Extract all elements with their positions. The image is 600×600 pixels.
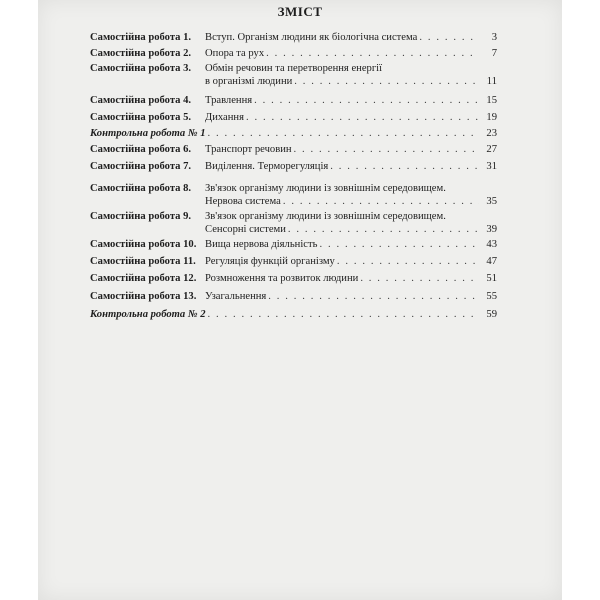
toc-entry-text (205, 31, 497, 44)
toc-entry-title: в організмі людини (205, 76, 293, 87)
toc-entry-text (205, 182, 497, 208)
dot-leader (288, 223, 479, 236)
toc-entry-text (205, 290, 497, 303)
toc-entry-label: Самостійна робота 1. (90, 32, 192, 43)
toc-entry-label: Самостійна робота 12. (90, 273, 197, 284)
dot-leader (330, 160, 479, 173)
toc-entry-label: Контрольна робота № 1 (90, 128, 206, 139)
dot-leader (208, 308, 480, 321)
toc-entry-title: Транспорт речовин (205, 144, 292, 155)
toc-entry-line (205, 62, 497, 75)
toc-entry-line (205, 160, 497, 173)
toc-page-number: 55 (486, 291, 497, 302)
toc-page-number: 51 (486, 273, 497, 284)
toc-page-number: 15 (486, 95, 497, 106)
toc-entry-label: Самостійна робота 10. (90, 239, 197, 250)
toc-entry-title: Травлення (205, 95, 253, 106)
toc-entry-label: Самостійна робота 2. (90, 48, 192, 59)
toc-entry-label: Самостійна робота 11. (90, 256, 196, 267)
document-page (38, 0, 562, 600)
dot-leader (319, 238, 479, 251)
toc-entry-text (205, 143, 497, 156)
toc-entry-line (205, 182, 497, 195)
toc-page-number: 35 (486, 196, 497, 207)
toc-entry-line (205, 223, 497, 236)
toc-page-number: 47 (486, 256, 497, 267)
dot-leader (294, 143, 479, 156)
dot-leader (283, 195, 479, 208)
toc-entry-text (205, 94, 497, 107)
toc-entry-label: Самостійна робота 3. (90, 63, 192, 74)
toc-entry-label: Самостійна робота 5. (90, 112, 192, 123)
toc-entry-title: Вступ. Організм людини як біологічна система (205, 32, 418, 43)
toc-entry-line (205, 195, 497, 208)
toc-entry-text (205, 238, 497, 251)
toc-entry-title: Вища нервова діяльність (205, 239, 318, 250)
toc-entry-line (205, 31, 497, 44)
toc-entry-title: Опора та рух (205, 48, 265, 59)
toc-entry-text (205, 62, 497, 88)
dot-leader (266, 47, 479, 60)
toc-entry-label: Контрольна робота № 2 (90, 309, 206, 320)
toc-entry-line (205, 94, 497, 107)
toc-entry-title: Розмноження та розвиток людини (205, 273, 359, 284)
dot-leader (419, 31, 479, 44)
dot-leader (254, 94, 479, 107)
toc-page-number: 43 (486, 239, 497, 250)
toc-entry-title: Узагальнення (205, 291, 267, 302)
dot-leader (294, 75, 479, 88)
toc-entry-label: Самостійна робота 6. (90, 144, 192, 155)
toc-entry-line (205, 255, 497, 268)
toc-page-number: 59 (486, 309, 497, 320)
toc-entry-text (205, 255, 497, 268)
toc-entry-text (205, 272, 497, 285)
toc-entry-title: Регуляція функцій організму (205, 256, 335, 267)
toc-entry-title: Зв'язок організму людини із зовнішнім середовищем. (205, 183, 446, 194)
toc-entry-label: Самостійна робота 8. (90, 183, 192, 194)
toc-entry-title: Виділення. Терморегуляція (205, 161, 329, 172)
dot-leader (208, 127, 480, 140)
toc-entry-label: Самостійна робота 4. (90, 95, 192, 106)
toc-entry-line (205, 210, 497, 223)
toc-entry-line (205, 111, 497, 124)
dot-leader (360, 272, 479, 285)
toc-entry-line (205, 47, 497, 60)
page-title: ЗМІСТ (277, 4, 323, 19)
toc-entry-text (205, 111, 497, 124)
toc-page-number: 31 (486, 161, 497, 172)
toc-page-number: 7 (491, 48, 497, 59)
toc-entry-label: Самостійна робота 13. (90, 291, 197, 302)
dot-leader (268, 290, 479, 303)
toc-entry-line (205, 75, 497, 88)
toc-page-number: 3 (491, 32, 497, 43)
toc-page-number: 19 (486, 112, 497, 123)
toc-entry-title: Обмін речовин та перетворення енергії (205, 63, 383, 74)
toc-entry-line (205, 290, 497, 303)
toc-entry-line (90, 127, 497, 140)
dot-leader (246, 111, 479, 124)
toc-entry-title: Сенсорні системи (205, 224, 286, 235)
toc-entry-line (205, 272, 497, 285)
dot-leader (337, 255, 479, 268)
toc-entry-line (90, 308, 497, 321)
toc-entry-text (205, 160, 497, 173)
toc-entry-text (205, 47, 497, 60)
toc-page-number: 39 (486, 224, 497, 235)
toc-entry-label: Самостійна робота 9. (90, 211, 192, 222)
toc-entry-text (205, 210, 497, 236)
toc-entry-title: Дихання (205, 112, 244, 123)
toc-entry-title: Нервова система (205, 196, 281, 207)
toc-entry-line (205, 238, 497, 251)
toc-entry-label: Самостійна робота 7. (90, 161, 192, 172)
toc-page-number: 11 (486, 76, 497, 87)
toc-page-number: 27 (486, 144, 497, 155)
toc-entry-title: Зв'язок організму людини із зовнішнім середовищем. (205, 211, 446, 222)
toc-page-number: 23 (486, 128, 497, 139)
toc-entry-line (205, 143, 497, 156)
